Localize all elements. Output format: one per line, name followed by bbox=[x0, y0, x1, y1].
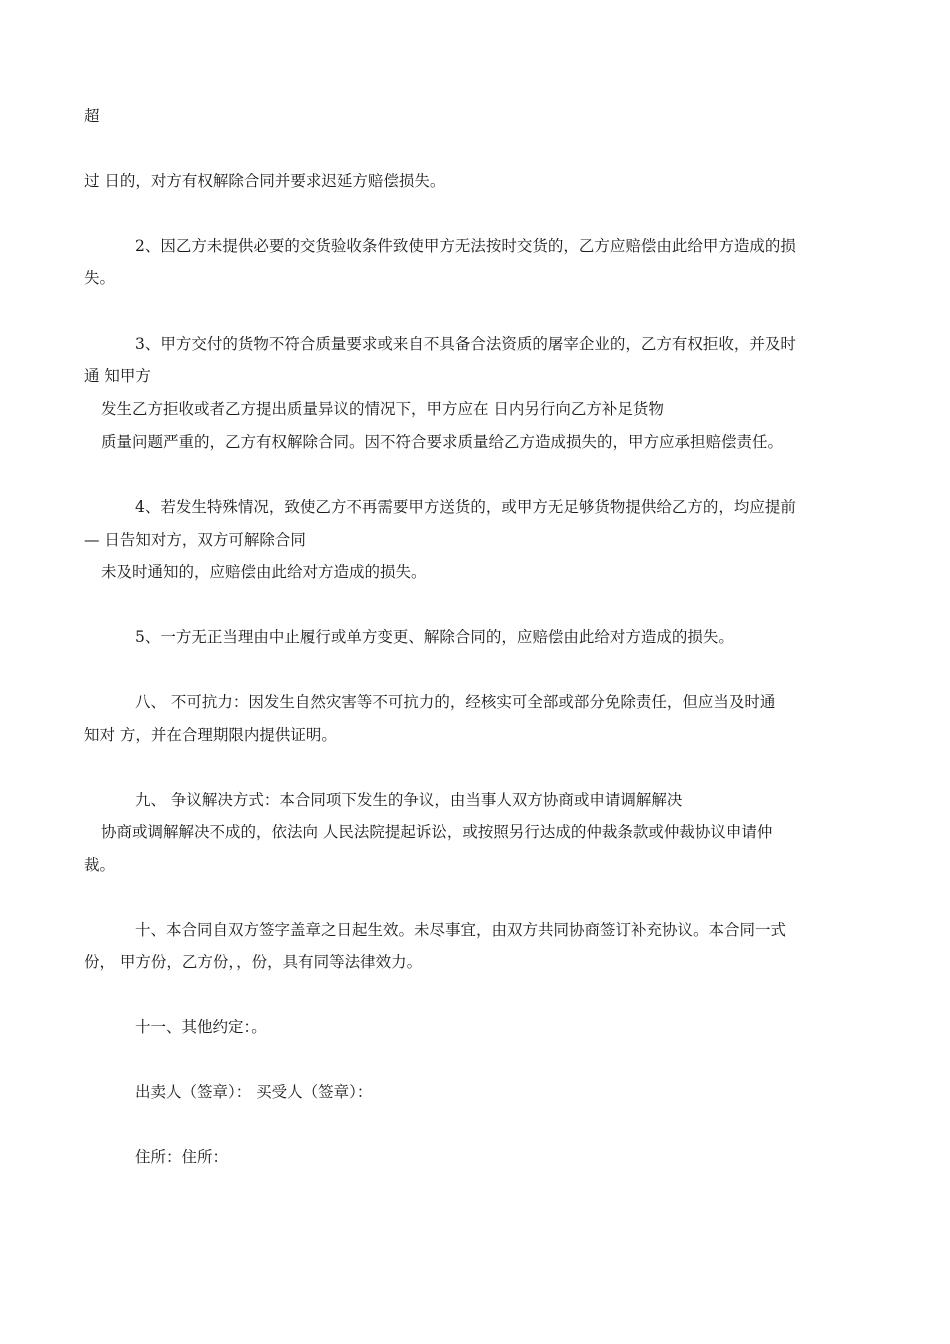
text-line-17: 裁。 bbox=[84, 856, 116, 874]
text-line-11: 未及时通知的，应赔偿由此给对方造成的损失。 bbox=[101, 563, 427, 581]
text-line-1: 超 bbox=[84, 107, 100, 125]
text-line-8: 质量问题严重的，乙方有权解除合同。因不符合要求质量给乙方造成损失的，甲方应承担赔偿责任。 bbox=[101, 433, 784, 451]
text-line-22: 住所：住所： bbox=[135, 1148, 229, 1166]
text-line-20: 十一、其他约定：。 bbox=[135, 1018, 267, 1036]
text-line-7: 发生乙方拒收或者乙方提出质量异议的情况下，甲方应在 日内另行向乙方补足货物 bbox=[101, 400, 664, 418]
text-line-4: 失。 bbox=[84, 269, 116, 287]
text-line-3: 2、因乙方未提供必要的交货验收条件致使甲方无法按时交货的，乙方应赔偿由此给甲方造成的损 bbox=[135, 237, 796, 255]
text-line-15: 九、 争议解决方式：本合同项下发生的争议，由当事人双方协商或申请调解解决 bbox=[135, 791, 683, 809]
text-line-13: 八、 不可抗力：因发生自然灾害等不可抗力的，经核实可全部或部分免除责任，但应当及时通 bbox=[135, 693, 776, 711]
text-line-12: 5、一方无正当理由中止履行或单方变更、解除合同的，应赔偿由此给对方造成的损失。 bbox=[135, 628, 734, 646]
text-line-18: 十、本合同自双方签字盖章之日起生效。未尽事宜，由双方共同协商签订补充协议。本合同一式 bbox=[135, 921, 787, 939]
text-line-6: 通 知甲方 bbox=[84, 367, 151, 385]
text-line-10: — 日告知对方，双方可解除合同 bbox=[84, 531, 306, 549]
text-line-14: 知对 方，并在合理期限内提供证明。 bbox=[84, 726, 337, 744]
text-line-21: 出卖人（签章）： 买受人（签章）： bbox=[135, 1083, 373, 1101]
text-line-5: 3、甲方交付的货物不符合质量要求或来自不具备合法资质的屠宰企业的，乙方有权拒收，并及时 bbox=[135, 335, 796, 353]
text-line-19: 份， 甲方份，乙方份，，份，具有同等法律效力。 bbox=[84, 953, 423, 971]
text-line-9: 4、若发生特殊情况，致使乙方不再需要甲方送货的，或甲方无足够货物提供给乙方的，均应提前 bbox=[135, 498, 796, 516]
text-line-2: 过 日的，对方有权解除合同并要求迟延方赔偿损失。 bbox=[84, 172, 446, 190]
text-line-16: 协商或调解解决不成的，依法向 人民法院提起诉讼，或按照另行达成的仲裁条款或仲裁协议申请仲 bbox=[101, 823, 773, 841]
